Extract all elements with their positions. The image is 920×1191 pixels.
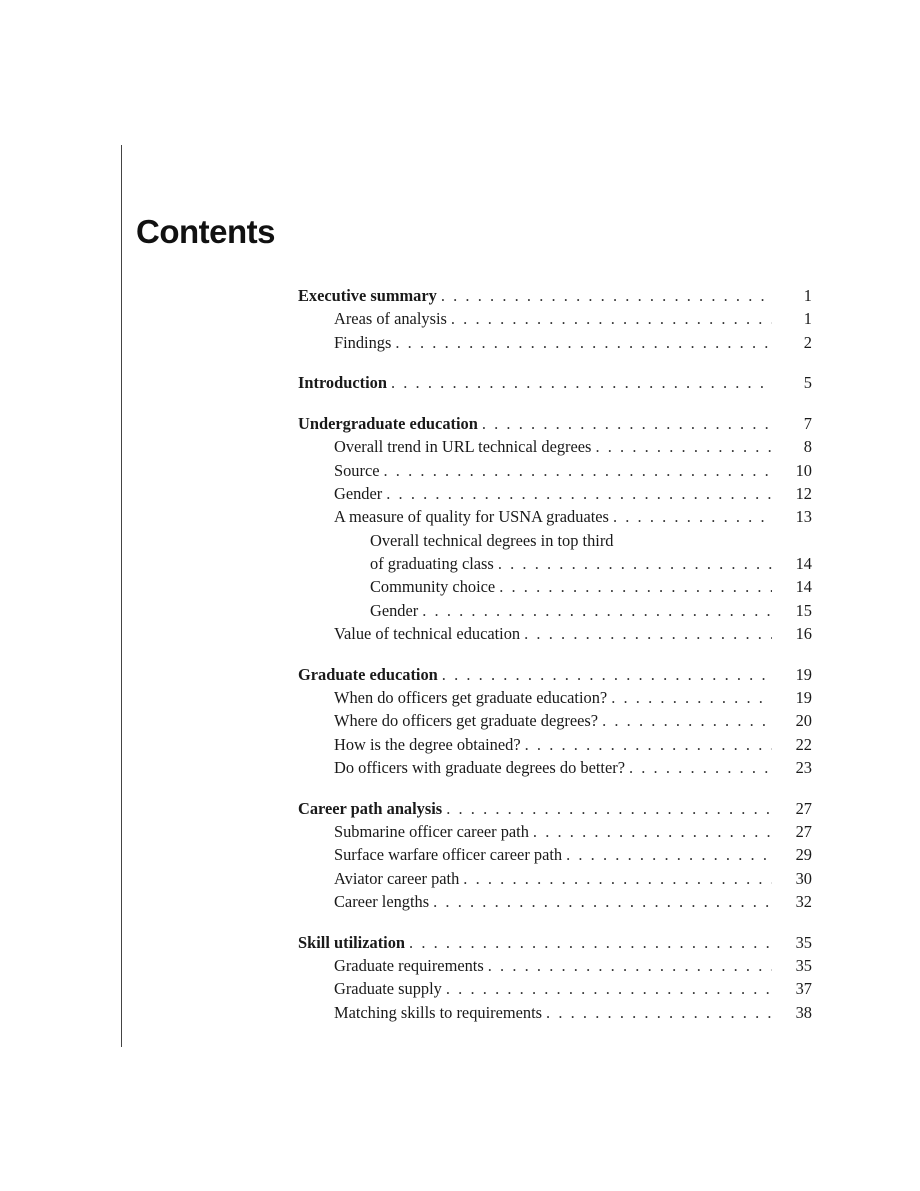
toc-entry[interactable] — [298, 435, 812, 458]
toc-entry[interactable] — [298, 709, 812, 732]
page-number: 16 — [795, 623, 812, 643]
toc-heading-label: Career path analysis — [298, 798, 443, 818]
page-number: 1 — [803, 286, 812, 305]
toc-section-introduction — [298, 371, 812, 394]
page-number: 14 — [795, 577, 812, 597]
dot-leader — [613, 505, 772, 528]
toc-heading[interactable] — [298, 797, 812, 820]
toc-subentry[interactable] — [298, 599, 812, 622]
dot-leader — [395, 331, 772, 354]
dot-leader — [499, 575, 772, 598]
dot-leader — [524, 622, 772, 645]
toc-subentry[interactable] — [298, 575, 812, 598]
dot-leader — [409, 931, 772, 954]
toc-entry-label: Do officers with graduate degrees do better? — [334, 757, 625, 777]
toc-entry-label: How is the degree obtained? — [334, 734, 521, 754]
dot-leader — [441, 284, 772, 307]
toc-entry-label: Graduate requirements — [334, 955, 484, 975]
toc-heading-label: Undergraduate education — [298, 414, 478, 434]
page-number: 19 — [795, 687, 812, 707]
toc-entry-label: Submarine officer career path — [334, 821, 529, 841]
dot-leader — [498, 552, 772, 575]
dot-leader — [482, 412, 772, 435]
toc-entry-label: Overall trend in URL technical degrees — [334, 437, 592, 457]
dot-leader — [442, 663, 772, 686]
toc-entry-label: Areas of analysis — [334, 309, 447, 329]
page-number: 38 — [795, 1002, 812, 1022]
page-number: 13 — [795, 507, 812, 527]
toc-entry-label: Surface warfare officer career path — [334, 845, 563, 865]
page-number: 27 — [795, 821, 812, 841]
toc-entry-label: Matching skills to requirements — [334, 1002, 543, 1022]
dot-leader — [546, 1001, 772, 1024]
toc-entry-label: Source — [334, 460, 380, 480]
toc-section-graduate-education — [298, 663, 812, 779]
dot-leader — [391, 371, 772, 394]
dot-leader — [463, 867, 772, 890]
page-number: 27 — [795, 798, 812, 818]
toc-heading[interactable] — [298, 371, 812, 394]
toc-heading[interactable] — [298, 284, 812, 307]
dot-leader — [386, 482, 772, 505]
toc-heading-label: Graduate education — [298, 664, 438, 684]
toc-entry[interactable] — [298, 686, 812, 709]
page-number: 1 — [803, 309, 812, 329]
toc-entry[interactable] — [298, 756, 812, 779]
toc-section-career-path-analysis — [298, 797, 812, 913]
dot-leader — [602, 709, 772, 732]
dot-leader — [488, 954, 772, 977]
page-number: 37 — [795, 979, 812, 999]
toc-subentry[interactable] — [298, 552, 812, 575]
toc-entry[interactable] — [298, 954, 812, 977]
toc-entry[interactable] — [298, 459, 812, 482]
toc-entry-label: Aviator career path — [334, 868, 460, 888]
page-number: 32 — [795, 891, 812, 911]
toc-entry[interactable] — [298, 977, 812, 1000]
dot-leader — [446, 797, 772, 820]
toc-entry[interactable] — [298, 890, 812, 913]
page-number: 12 — [795, 484, 812, 504]
toc-section-executive-summary — [298, 284, 812, 354]
dot-leader — [525, 733, 772, 756]
dot-leader — [611, 686, 772, 709]
toc-section-undergraduate-education — [298, 412, 812, 645]
table-of-contents — [298, 284, 812, 1041]
dot-leader — [533, 820, 772, 843]
toc-entry-label: Career lengths — [334, 891, 430, 911]
toc-heading-label: Introduction — [298, 373, 387, 393]
toc-entry-label: Value of technical education — [334, 623, 521, 643]
toc-subentry-label: Community choice — [370, 577, 496, 597]
page-number: 5 — [803, 373, 812, 393]
toc-heading[interactable] — [298, 412, 812, 435]
toc-subentry-label: Gender — [370, 600, 419, 620]
dot-leader — [384, 459, 772, 482]
toc-entry[interactable] — [298, 482, 812, 505]
toc-entry[interactable] — [298, 733, 812, 756]
toc-heading-label: Skill utilization — [298, 932, 406, 952]
page-number: 2 — [803, 332, 812, 352]
page-number: 30 — [795, 868, 812, 888]
toc-entry-label: A measure of quality for USNA graduates — [334, 507, 609, 527]
page-number: 22 — [795, 734, 812, 754]
toc-entry-label: When do officers get graduate education? — [334, 687, 608, 707]
page-number: 8 — [803, 437, 812, 457]
toc-subentry-first-line[interactable]: Overall technical degrees in top third — [370, 530, 614, 550]
dot-leader — [595, 435, 772, 458]
page-number: 29 — [795, 845, 812, 865]
toc-entry-label: Gender — [334, 484, 383, 504]
page-number: 7 — [803, 414, 812, 434]
toc-entry[interactable] — [298, 505, 812, 528]
toc-entry[interactable] — [298, 843, 812, 866]
dot-leader — [451, 307, 772, 330]
dot-leader — [422, 599, 772, 622]
toc-entry[interactable] — [298, 820, 812, 843]
page-number: 14 — [795, 553, 812, 573]
page-number: 20 — [795, 711, 812, 731]
margin-rule — [121, 145, 122, 1047]
page-title: Contents — [136, 213, 275, 250]
page-number: 35 — [795, 932, 812, 952]
toc-subentry-label: of graduating class — [370, 553, 494, 573]
toc-entry[interactable] — [298, 1001, 812, 1024]
page-number: 23 — [795, 757, 812, 777]
toc-heading-label: Executive summary — [298, 286, 437, 305]
dot-leader — [446, 977, 772, 1000]
page-number: 15 — [795, 600, 812, 620]
toc-entry[interactable] — [298, 622, 812, 645]
dot-leader — [433, 890, 772, 913]
page-number: 19 — [795, 664, 812, 684]
toc-section-skill-utilization — [298, 931, 812, 1024]
toc-entry-label: Graduate supply — [334, 979, 442, 999]
toc-entry[interactable] — [298, 867, 812, 890]
toc-entry[interactable] — [298, 307, 812, 330]
page-number: 10 — [795, 460, 812, 480]
toc-heading[interactable] — [298, 663, 812, 686]
toc-entry-label: Where do officers get graduate degrees? — [334, 711, 599, 731]
toc-entry-label: Findings — [334, 332, 392, 352]
page-number: 35 — [795, 955, 812, 975]
toc-entry[interactable] — [298, 331, 812, 354]
dot-leader — [566, 843, 772, 866]
dot-leader — [629, 756, 772, 779]
toc-heading[interactable] — [298, 931, 812, 954]
